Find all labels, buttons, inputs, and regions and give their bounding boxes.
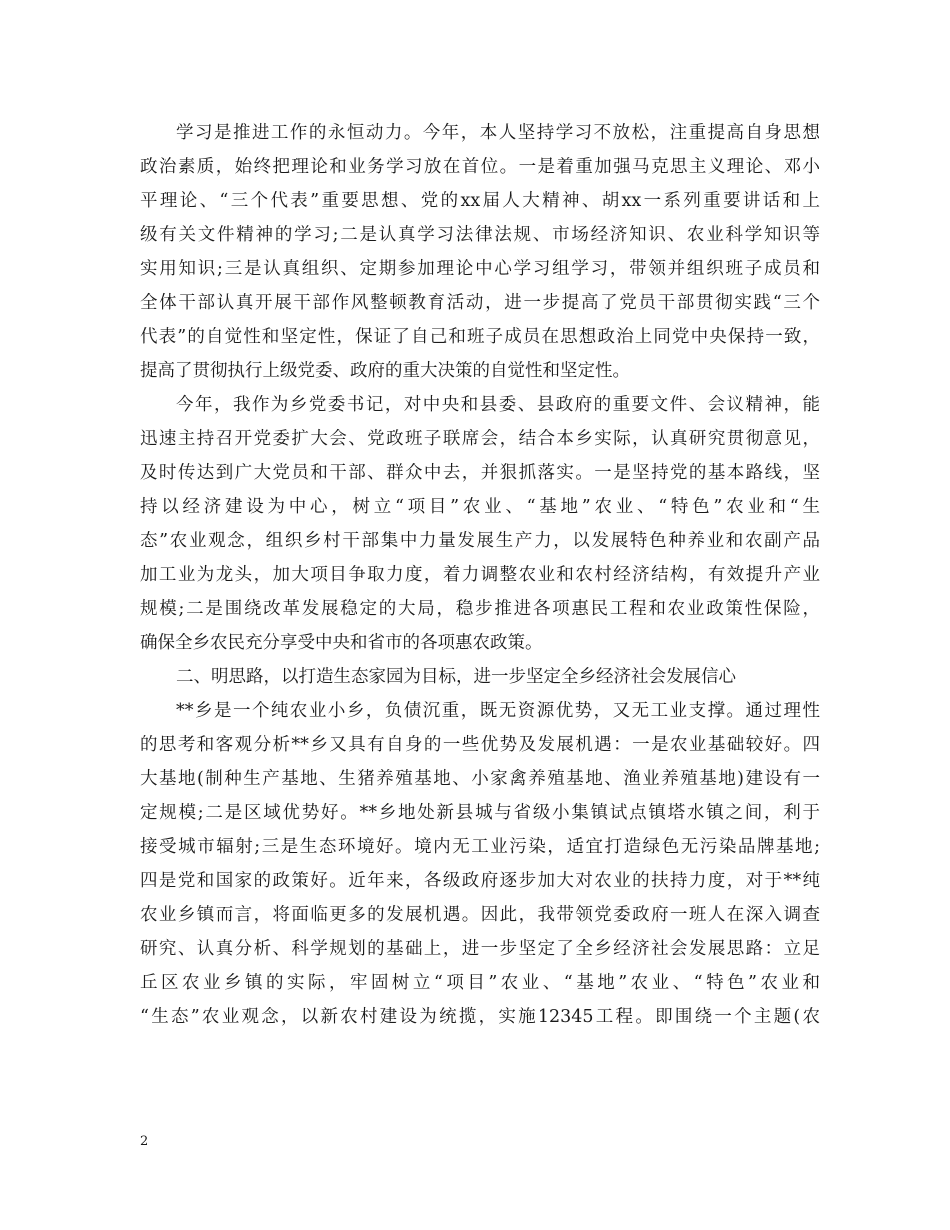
paragraph-1-line-7: 代表”的自觉性和坚定性，保证了自己和班子成员在思想政治上同党中央保持一致， [140,327,820,347]
paragraph-1-line-3: 平理论、“三个代表”重要思想、党的xx届人大精神、胡xx一系列重要讲话和上 [140,191,820,211]
paragraph-1-line-2: 政治素质，始终把理论和业务学习放在首位。一是着重加强马克思主义理论、邓小 [140,157,820,177]
paragraph-3-line-6: 四是党和国家的政策好。近年来，各级政府逐步加大对农业的扶持力度，对于**纯 [140,871,820,891]
page-number: 2 [140,1134,149,1149]
paragraph-3-line-1: **乡是一个纯农业小乡，负债沉重，既无资源优势，又无工业支撑。通过理性 [176,701,820,721]
paragraph-3-line-9: 丘区农业乡镇的实际，牢固树立“项目”农业、“基地”农业、“特色”农业和 [140,973,820,993]
paragraph-2-line-8: 确保全乡农民充分享受中央和省市的各项惠农政策。 [140,633,543,653]
paragraph-1-line-4: 级有关文件精神的学习;二是认真学习法律法规、市场经济知识、农业科学知识等 [140,225,820,245]
paragraph-2-line-7: 规模;二是围绕改革发展稳定的大局，稳步推进各项惠民工程和农业政策性保险， [140,599,820,619]
paragraph-3-line-10: “生态”农业观念，以新农村建设为统揽，实施12345工程。即围绕一个主题(农 [140,1007,820,1027]
paragraph-2-line-5: 态”农业观念，组织乡村干部集中力量发展生产力，以发展特色种养业和农副产品 [140,531,820,551]
paragraph-2-line-1: 今年，我作为乡党委书记，对中央和县委、县政府的重要文件、会议精神，能 [176,395,820,415]
paragraph-3-line-8: 研究、认真分析、科学规划的基础上，进一步坚定了全乡经济社会发展思路：立足 [140,939,820,959]
paragraph-3-line-7: 农业乡镇而言，将面临更多的发展机遇。因此，我带领党委政府一班人在深入调查 [140,905,820,925]
section-heading: 二、明思路，以打造生态家园为目标，进一步坚定全乡经济社会发展信心 [176,667,736,687]
paragraph-1-line-5: 实用知识;三是认真组织、定期参加理论中心学习组学习，带领并组织班子成员和 [140,259,820,279]
paragraph-2-line-4: 持以经济建设为中心，树立“项目”农业、“基地”农业、“特色”农业和“生 [140,497,820,517]
paragraph-3-line-5: 接受城市辐射;三是生态环境好。境内无工业污染，适宜打造绿色无污染品牌基地; [140,837,820,857]
paragraph-2-line-6: 加工业为龙头，加大项目争取力度，着力调整农业和农村经济结构，有效提升产业 [140,565,820,585]
paragraph-3-line-2: 的思考和客观分析**乡又具有自身的一些优势及发展机遇：一是农业基础较好。四 [140,735,820,755]
paragraph-2-line-3: 及时传达到广大党员和干部、群众中去，并狠抓落实。一是坚持党的基本路线，坚 [140,463,820,483]
paragraph-1-line-6: 全体干部认真开展干部作风整顿教育活动，进一步提高了党员干部贯彻实践“三个 [140,293,820,313]
paragraph-2-line-2: 迅速主持召开党委扩大会、党政班子联席会，结合本乡实际，认真研究贯彻意见， [140,429,820,449]
paragraph-1-line-8: 提高了贯彻执行上级党委、政府的重大决策的自觉性和坚定性。 [140,361,630,381]
body-text [140,116,820,1034]
paragraph-3-line-3: 大基地(制种生产基地、生猪养殖基地、小家禽养殖基地、渔业养殖基地)建设有一 [140,769,820,789]
paragraph-1-line-1: 学习是推进工作的永恒动力。今年，本人坚持学习不放松，注重提高自身思想 [176,123,820,143]
paragraph-3-line-4: 定规模;二是区域优势好。**乡地处新县城与省级小集镇试点镇塔水镇之间，利于 [140,803,820,823]
